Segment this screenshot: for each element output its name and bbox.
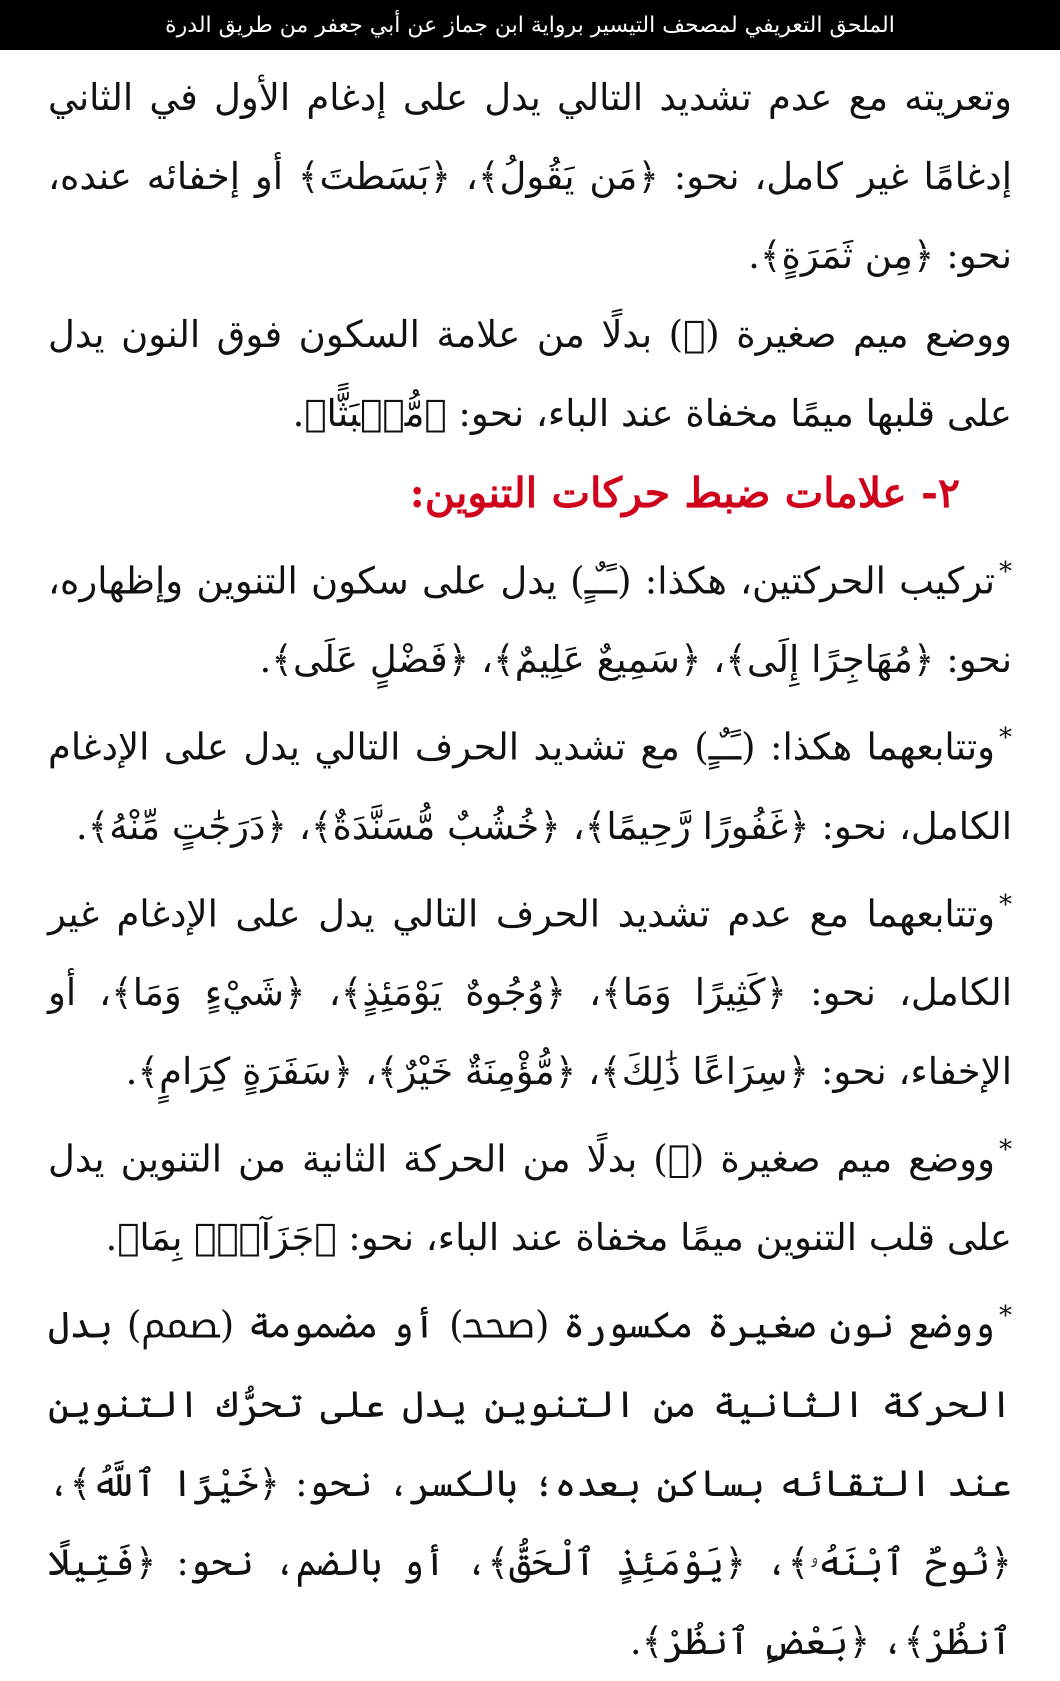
paragraph-text: وتعريته مع عدم تشديد التالي يدل على إدغام الأول في الثاني إدغامًا غير كامل، نحو: ﴿مَن يَقُولُ﴾، ﴿بَسَطتَ﴾ أو إخفائه عنده، نحو: ﴿مِن ثَمَرَةٍ﴾. bbox=[48, 76, 1012, 277]
page-body bbox=[0, 50, 1060, 1681]
bullet-star: * bbox=[999, 1134, 1012, 1165]
bullet-paragraph bbox=[48, 533, 1012, 699]
bullet-star: * bbox=[999, 889, 1012, 920]
bullet-text: ووضع نون صغيرة مكسورة (ﵥ) أو مضمومة (ﵦ) بدل الحركة الثانية من التنوين يدل على تحرُّك التنوين عند التقائه بساكن بعده؛ بالكسر، نحو: ﴿خَيْرًا ٱللَّهُ﴾، ﴿نُوحٌ ٱبْنَهُۥ﴾، ﴿يَوْمَئِذٍ ٱلْحَقُّ﴾، أو بالضم، نحو: ﴿فَتِيلًا ٱنظُرْ﴾، ﴿بَعْضٍ ٱنظُرْ﴾. bbox=[48, 1303, 1012, 1663]
bullet-paragraph bbox=[48, 1111, 1012, 1277]
bullet-star: * bbox=[999, 723, 1012, 754]
bullet-star: * bbox=[999, 557, 1012, 587]
bullet-paragraph bbox=[48, 866, 1012, 1111]
bullet-paragraph bbox=[48, 1277, 1012, 1680]
paragraph bbox=[48, 295, 1012, 453]
bullet-text: وتتابعهما هكذا: (ـًـٌـٍ) مع تشديد الحرف التالي يدل على الإدغام الكامل، نحو: ﴿غَفُورًا رَّحِيمًا﴾، ﴿خُشُبٌ مُّسَنَّدَةٌ﴾، ﴿دَرَجَٰتٍ مِّنْهُ﴾. bbox=[48, 725, 1012, 848]
bullet-text: وتتابعهما مع عدم تشديد الحرف التالي يدل على الإدغام غير الكامل، نحو: ﴿كَثِيرًا وَمَا﴾، ﴿وُجُوهٌ يَوْمَئِذٍ﴾، ﴿شَيْءٍ وَمَا﴾، أو الإخفاء، نحو: ﴿سِرَاعًا ذَٰلِكَ﴾، ﴿مُّؤْمِنَةٌ خَيْرٌ﴾، ﴿سَفَرَةٍ كِرَامٍ﴾. bbox=[48, 891, 1012, 1093]
bullet-text: ووضع ميم صغيرة (ﵤ) بدلًا من الحركة الثانية من التنوين يدل على قلب التنوين ميمًا مخفاة عند الباء، نحو: ﴿جَزَآءًۢ بِمَا﴾. bbox=[48, 1137, 1012, 1260]
header-title: الملحق التعريفي لمصحف التيسير برواية ابن جماز عن أبي جعفر من طريق الدرة bbox=[165, 12, 895, 38]
bullet-text: تركيب الحركتين، هكذا: (ـًـٌـٍ) يدل على سكون التنوين وإظهاره، نحو: ﴿مُهَاجِرًا إِلَى﴾، ﴿سَمِيعٌ عَلِيمٌ﴾، ﴿فَضْلٍ عَلَى﴾. bbox=[48, 559, 1012, 682]
bullet-star: * bbox=[999, 1301, 1012, 1332]
paragraph bbox=[48, 58, 1012, 295]
paragraph-text: ووضع ميم صغيرة (ﵤ) بدلًا من علامة السكون فوق النون يدل على قلبها ميمًا مخفاة عند الباء، نحو: ﴿مُّنۢبَثًّا﴾. bbox=[48, 313, 1012, 435]
section-heading: ٢- علامات ضبط حركات التنوين: bbox=[409, 469, 960, 517]
bullet-paragraph bbox=[48, 699, 1012, 865]
page-header bbox=[0, 0, 1060, 50]
